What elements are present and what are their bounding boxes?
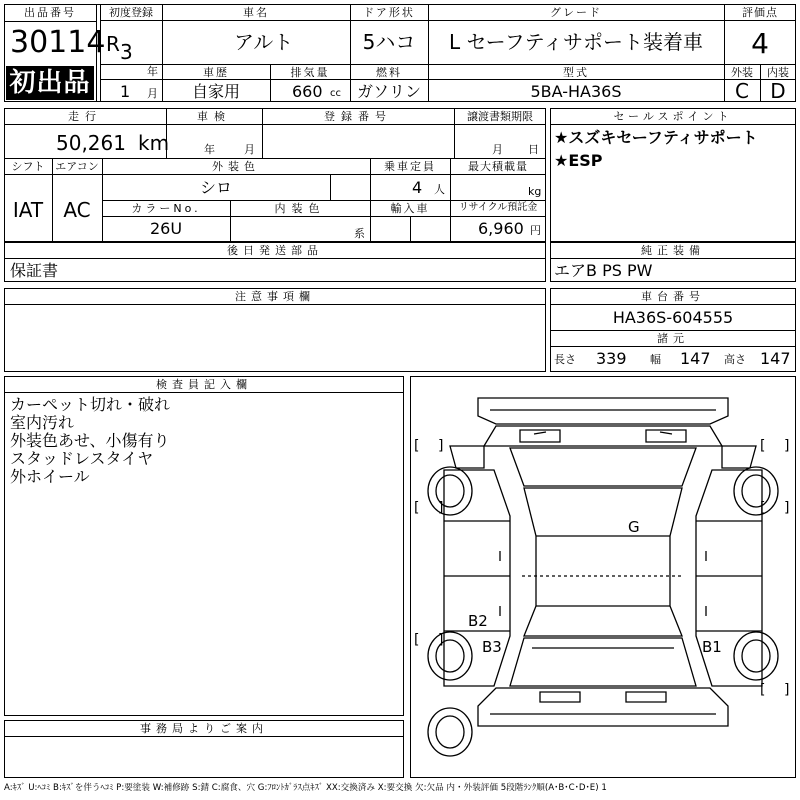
chassis-label: 車台番号 xyxy=(641,290,705,303)
capacity: 4 xyxy=(412,178,423,197)
door-type: 5ハコ xyxy=(362,30,416,54)
lot-no: 30114 xyxy=(10,25,106,60)
interior-label: 内装 xyxy=(767,66,789,79)
exterior-grade: C xyxy=(735,79,749,103)
bracket: ] xyxy=(438,438,444,454)
chassis-number: HA36S-604555 xyxy=(612,308,734,327)
later-parts-label: 後日発送部品 xyxy=(227,244,323,257)
bracket: [ xyxy=(760,682,766,698)
displacement: 660 xyxy=(292,82,323,101)
bracket: [ xyxy=(414,438,420,454)
exterior-label: 外装 xyxy=(731,66,753,79)
shift-label: シフト xyxy=(11,160,45,173)
interior-grade: D xyxy=(770,79,786,103)
ac: AC xyxy=(63,198,91,222)
inspector-label: 検査員記入欄 xyxy=(156,378,252,391)
rear-right-tire xyxy=(734,632,778,680)
mileage: 50,261 xyxy=(56,131,126,155)
spare-tire xyxy=(428,708,472,756)
damage-mark: G xyxy=(628,518,640,536)
rear-left-tire xyxy=(428,632,472,680)
genuine-value: エアB PS PW xyxy=(554,261,653,280)
genuine-label: 純正装備 xyxy=(641,244,705,257)
displacement-unit: cc xyxy=(330,88,341,99)
int-color-label: 内装色 xyxy=(274,202,326,215)
height: 147 xyxy=(760,349,791,368)
history-label: 車歴 xyxy=(203,66,229,79)
damage-mark: B2 xyxy=(468,612,488,630)
reg-year: 3 xyxy=(120,40,133,64)
bracket: [ xyxy=(760,438,766,454)
damage-mark: B3 xyxy=(482,638,502,656)
car-diagram xyxy=(410,376,796,778)
inspector-line: カーペット切れ・破れ xyxy=(10,395,171,414)
first-listing-badge: 初出品 xyxy=(6,66,94,100)
model-label: 型式 xyxy=(563,66,589,79)
inspection-year-unit: 年 xyxy=(204,143,217,156)
int-color-unit: 系 xyxy=(354,227,367,240)
exterior-color: シロ xyxy=(199,178,232,197)
height-label: 高さ xyxy=(724,353,746,366)
bracket: ] xyxy=(784,500,790,516)
score-label: 評価点 xyxy=(742,6,778,19)
import-label: 輸入車 xyxy=(390,202,430,215)
color-no-label: カラーNo. xyxy=(131,202,201,215)
fuel-label: 燃料 xyxy=(376,66,402,79)
bracket: ] xyxy=(784,438,790,454)
era: R xyxy=(106,32,120,56)
inspector-line: 室内汚れ xyxy=(10,413,75,432)
mileage-label: 走行 xyxy=(68,110,102,123)
rear-bumper-outline xyxy=(478,688,728,726)
inspection-label: 車検 xyxy=(197,110,231,123)
notes-label: 注意事項欄 xyxy=(235,290,315,303)
month-unit: 月 xyxy=(147,87,160,100)
sales-point-item: ★スズキセーフティサポート xyxy=(554,128,758,147)
transfer-day-unit: 日 xyxy=(528,143,541,156)
history: 自家用 xyxy=(191,82,240,101)
width: 147 xyxy=(680,349,711,368)
inspector-line: 外装色あせ、小傷有り xyxy=(10,431,170,450)
rear-gate-outline xyxy=(510,638,696,686)
sales-point-item: ★ESP xyxy=(554,151,603,170)
year-unit: 年 xyxy=(147,65,160,78)
legend: A:ｷｽﾞ U:ﾍｺﾐ B:ｷｽﾞを伴うﾍｺﾐ P:要塗装 W:補修跡 S:錆 C:腐食、穴 G:ﾌﾛﾝﾄｶﾞﾗｽ点ｷｽﾞ XX:交換済み X:要交換 欠:欠品 内・外装評価 5段階ﾗﾝｸ順(A･B･C･D･E) 1 xyxy=(4,783,607,793)
office-label: 事務局よりご案内 xyxy=(140,722,268,735)
windshield-outline xyxy=(510,448,696,486)
color-no: 26U xyxy=(149,219,183,238)
model-code: 5BA-HA36S xyxy=(530,82,622,101)
length: 339 xyxy=(596,349,627,368)
color-label: 外装色 xyxy=(212,160,260,173)
grade: L セーフティサポート装着車 xyxy=(448,30,704,54)
capacity-label: 乗車定員 xyxy=(384,160,436,173)
front-bumper-outline xyxy=(478,398,728,424)
width-label: 幅 xyxy=(650,353,661,366)
recycle-fee: 6,960 xyxy=(478,219,524,238)
bracket: ] xyxy=(784,682,790,698)
bracket: [ xyxy=(414,632,420,648)
front-right-tire xyxy=(734,467,778,515)
bracket: ] xyxy=(438,500,444,516)
displacement-label: 排気量 xyxy=(290,66,330,79)
transfer-label: 譲渡書類期限 xyxy=(467,110,533,123)
front-left-tire xyxy=(428,467,472,515)
inspector-line: 外ホイール xyxy=(10,467,90,486)
recycle-label: リサイクル預託金 xyxy=(458,202,538,213)
reg-no-label: 登録番号 xyxy=(324,110,392,123)
lot-no-label: 出品番号 xyxy=(24,6,76,19)
roof-outline xyxy=(524,488,682,636)
car-name: アルト xyxy=(234,30,294,54)
shift: IAT xyxy=(12,198,44,222)
transfer-month-unit: 月 xyxy=(492,143,505,156)
length-label: 長さ xyxy=(554,353,576,366)
door-label: ドア形状 xyxy=(363,6,415,19)
bracket: ] xyxy=(438,632,444,648)
grade-label: グレード xyxy=(550,6,602,19)
bracket: [ xyxy=(760,500,766,516)
car-name-label: 車名 xyxy=(243,6,269,19)
load-label: 最大積載量 xyxy=(468,160,528,173)
recycle-unit: 円 xyxy=(530,224,541,237)
reg-month: 1 xyxy=(120,82,131,101)
capacity-unit: 人 xyxy=(434,183,447,196)
dims-label: 諸元 xyxy=(657,332,689,345)
mileage-unit: km xyxy=(138,131,170,155)
load-unit: kg xyxy=(528,185,542,198)
bracket: [ xyxy=(414,500,420,516)
fuel: ガソリン xyxy=(356,82,421,101)
inspection-month-unit: 月 xyxy=(244,143,257,156)
first-reg-label: 初度登録 xyxy=(109,6,153,19)
sales-points-label: セールスポイント xyxy=(613,110,733,123)
inspector-line: スタッドレスタイヤ xyxy=(10,449,154,468)
score: 4 xyxy=(751,27,769,60)
later-parts-value: 保証書 xyxy=(10,261,59,280)
damage-mark: B1 xyxy=(702,638,722,656)
ac-label: エアコン xyxy=(55,160,99,173)
